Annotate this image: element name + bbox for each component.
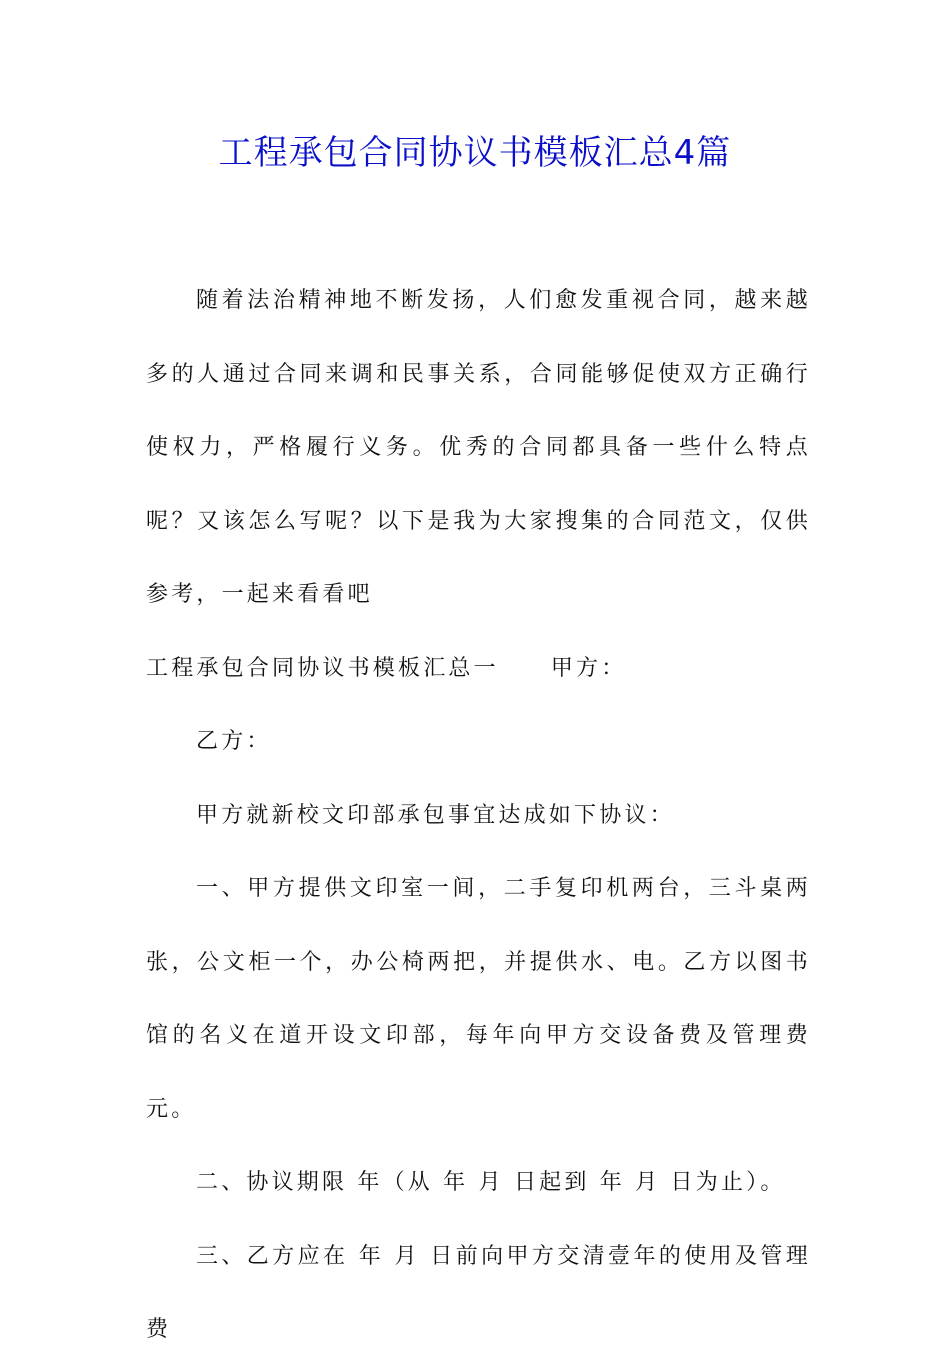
clause-1: 一、甲方提供文印室一间，二手复印机两台，三斗桌两张，公文柜一个，办公椅两把，并提供水、电。乙方以图书馆的名义在道开设文印部，每年向甲方交设备费及管理费 元。 <box>146 876 811 1122</box>
intro-paragraph: 随着法治精神地不断发扬，人们愈发重视合同，越来越多的人通过合同来调和民事关系，合同能够促使双方正确行使权力，严格履行义务。优秀的合同都具备一些什么特点呢？又该怎么写呢？以下是我为大家搜集的合同范文，仅供参考，一起来看看吧 <box>146 288 811 607</box>
party-b-label: 乙方： <box>196 729 272 754</box>
clause-2: 二、协议期限 年（从 年 月 日起到 年 月 日为止）。 <box>196 1170 786 1195</box>
document-body <box>146 264 811 1367</box>
document-title: 工程承包合同协议书模板汇总4篇 <box>218 133 732 173</box>
section-heading-line <box>146 632 811 706</box>
agreement-intro: 甲方就新校文印部承包事宜达成如下协议： <box>196 802 675 828</box>
section-heading: 工程承包合同协议书模板汇总一 <box>146 655 499 681</box>
clause-3: 三、乙方应在 年 月 日前向甲方交清壹年的使用及管理费 <box>146 1243 811 1342</box>
party-a-label: 甲方： <box>550 655 627 681</box>
